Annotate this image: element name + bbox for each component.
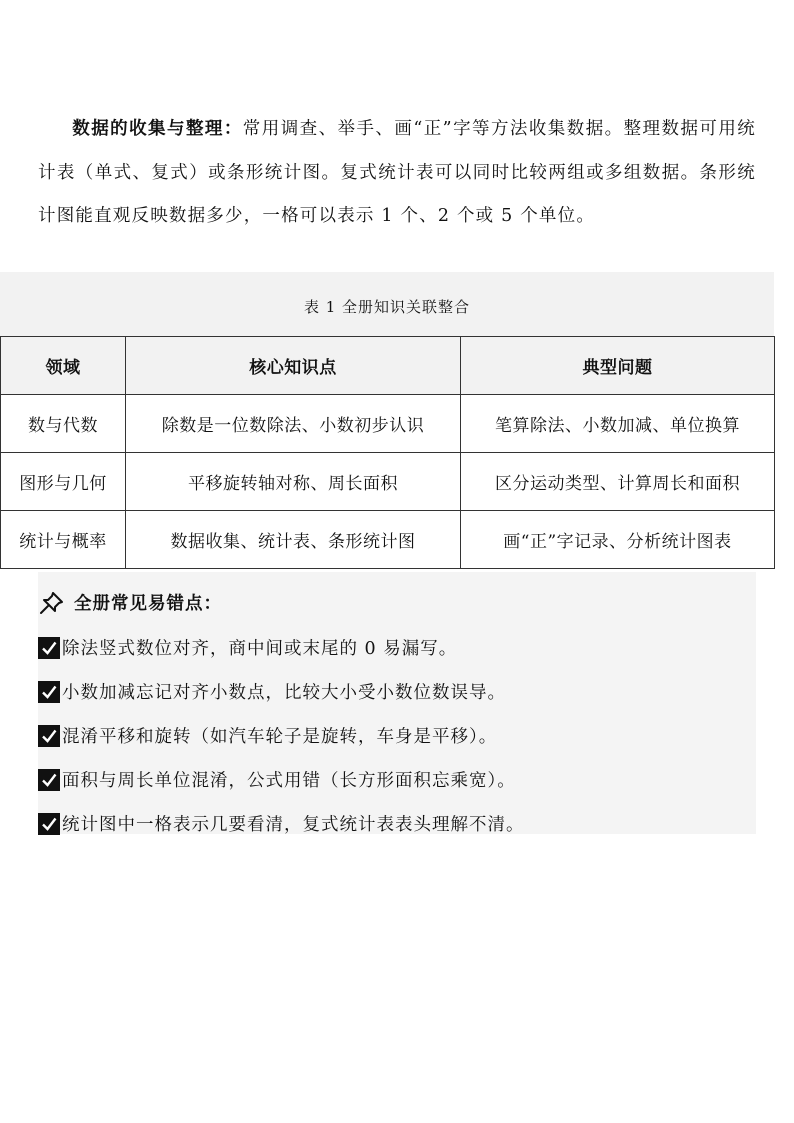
table-cell: 统计与概率 xyxy=(1,511,126,569)
error-item xyxy=(38,635,457,660)
error-item xyxy=(38,811,525,836)
error-text: 小数加减忘记对齐小数点，比较大小受小数位数误导。 xyxy=(62,683,506,703)
error-item xyxy=(38,679,506,704)
header-typical-problems: 典型问题 xyxy=(461,337,775,395)
errors-heading xyxy=(38,590,222,615)
checkbox-icon xyxy=(38,637,60,659)
header-core-points: 核心知识点 xyxy=(126,337,461,395)
table-cell: 除数是一位数除法、小数初步认识 xyxy=(126,395,461,453)
header-domain: 领域 xyxy=(1,337,126,395)
table-cell: 图形与几何 xyxy=(1,453,126,511)
error-text: 面积与周长单位混淆，公式用错（长方形面积忘乘宽）。 xyxy=(62,771,516,791)
table-caption: 表 1 全册知识关联整合 xyxy=(303,298,471,316)
table-cell: 画“正”字记录、分析统计图表 xyxy=(461,511,775,569)
error-text: 除法竖式数位对齐，商中间或末尾的 0 易漏写。 xyxy=(62,639,458,659)
checkbox-icon xyxy=(38,681,60,703)
common-errors-box xyxy=(38,572,756,834)
intro-body: 常用调查、举手、画“正”字等方法收集数据。整理数据可用统计表（单式、复式）或条形统计图。复式统计表可以同时比较两组或多组数据。条形统计图能直观反映数据多少，一格可以表示 1 个、2 个或 5 个单位。 xyxy=(38,119,756,226)
knowledge-table xyxy=(0,336,775,569)
table-cell: 数与代数 xyxy=(1,395,126,453)
table-cell: 区分运动类型、计算周长和面积 xyxy=(461,453,775,511)
table-cell: 平移旋转轴对称、周长面积 xyxy=(126,453,461,511)
checkbox-icon xyxy=(38,725,60,747)
error-item xyxy=(38,723,497,748)
intro-heading: 数据的收集与整理： xyxy=(72,119,243,139)
table-cell: 笔算除法、小数加减、单位换算 xyxy=(461,395,775,453)
errors-title: 全册常见易错点： xyxy=(74,594,222,614)
table-row xyxy=(1,511,775,569)
error-text: 统计图中一格表示几要看清，复式统计表表头理解不清。 xyxy=(62,815,525,835)
table-header-row xyxy=(1,337,775,395)
pushpin-icon xyxy=(38,591,66,615)
checkbox-icon xyxy=(38,813,60,835)
error-item xyxy=(38,767,516,792)
table-row xyxy=(1,453,775,511)
table-row xyxy=(1,395,775,453)
checkbox-icon xyxy=(38,769,60,791)
table-cell: 数据收集、统计表、条形统计图 xyxy=(126,511,461,569)
error-text: 混淆平移和旋转（如汽车轮子是旋转，车身是平移）。 xyxy=(62,727,498,747)
intro-paragraph xyxy=(38,108,756,239)
